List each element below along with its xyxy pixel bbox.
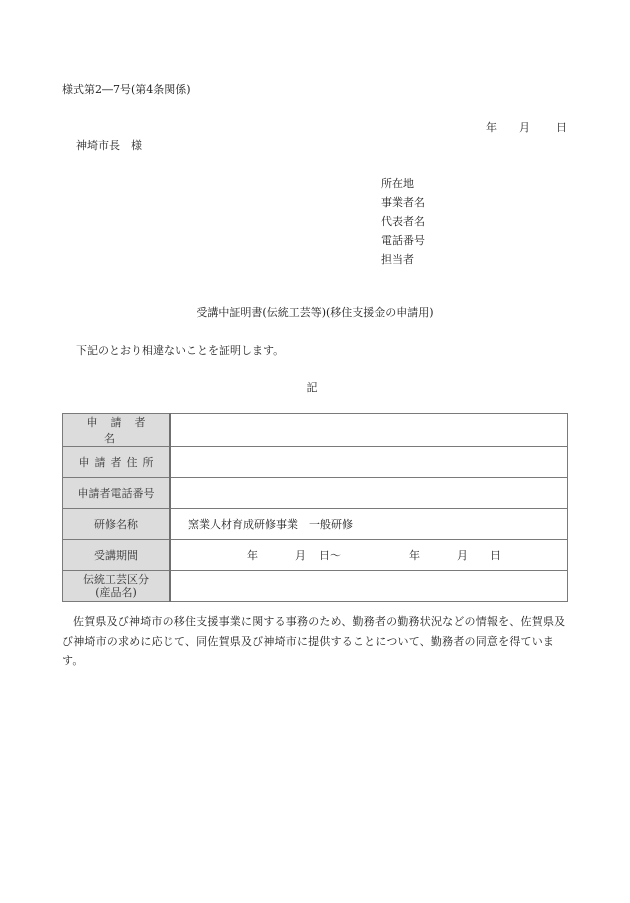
certificate-table bbox=[62, 413, 568, 602]
applicant-phone-value[interactable] bbox=[170, 478, 568, 509]
start-month: 月 bbox=[295, 549, 306, 562]
table-row bbox=[63, 447, 568, 478]
ki-heading bbox=[0, 379, 630, 395]
start-year: 年 bbox=[247, 549, 258, 562]
training-name-label: 研修名称 bbox=[63, 509, 171, 540]
ki-text: 記 bbox=[306, 381, 318, 394]
start-day: 日～ bbox=[319, 549, 341, 562]
table-row bbox=[63, 509, 568, 540]
end-year: 年 bbox=[409, 549, 420, 562]
sender-contact-label: 担当者 bbox=[381, 253, 414, 266]
table-row bbox=[63, 414, 568, 447]
end-month: 月 bbox=[457, 549, 468, 562]
training-name-value[interactable]: 窯業人材育成研修事業 一般研修 bbox=[170, 509, 568, 540]
table-row bbox=[63, 540, 568, 571]
date-year: 年 bbox=[486, 121, 497, 134]
training-period-value[interactable] bbox=[170, 540, 568, 571]
applicant-name-label: 申請者名 bbox=[63, 414, 171, 447]
date-line bbox=[486, 119, 567, 135]
applicant-name-value[interactable] bbox=[170, 414, 568, 447]
craft-category-value[interactable] bbox=[170, 571, 568, 602]
addressee: 神埼市長 様 bbox=[76, 139, 142, 152]
document-title: 受講中証明書(伝統工芸等)(移住支援金の申請用) bbox=[196, 306, 434, 319]
sender-block bbox=[381, 174, 425, 269]
consent-paragraph: 佐賀県及び神埼市の移住支援事業に関する事務のため、勤務者の勤務状況などの情報を、佐賀県及び神埼市の求めに応じて、同佐賀県及び神埼市に提供することについて、勤務者の同意を得ています。 bbox=[62, 615, 566, 667]
date-month: 月 bbox=[519, 121, 530, 134]
training-period-label: 受講期間 bbox=[63, 540, 171, 571]
sender-representative-label: 代表者名 bbox=[381, 215, 425, 228]
sender-company-label: 事業者名 bbox=[381, 196, 425, 209]
form-number: 様式第2―7号(第4条関係) bbox=[62, 83, 191, 96]
applicant-phone-label: 申請者電話番号 bbox=[63, 478, 171, 509]
date-day: 日 bbox=[556, 121, 567, 134]
applicant-address-label: 申請者住所 bbox=[63, 447, 171, 478]
applicant-address-value[interactable] bbox=[170, 447, 568, 478]
sender-address-label: 所在地 bbox=[381, 177, 414, 190]
sender-phone-label: 電話番号 bbox=[381, 234, 425, 247]
table-row bbox=[63, 478, 568, 509]
craft-category-label: 伝統工芸区分 (産品名) bbox=[63, 571, 171, 602]
table-row bbox=[63, 571, 568, 602]
certification-statement: 下記のとおり相違ないことを証明します。 bbox=[76, 344, 285, 357]
end-day: 日 bbox=[490, 549, 501, 562]
